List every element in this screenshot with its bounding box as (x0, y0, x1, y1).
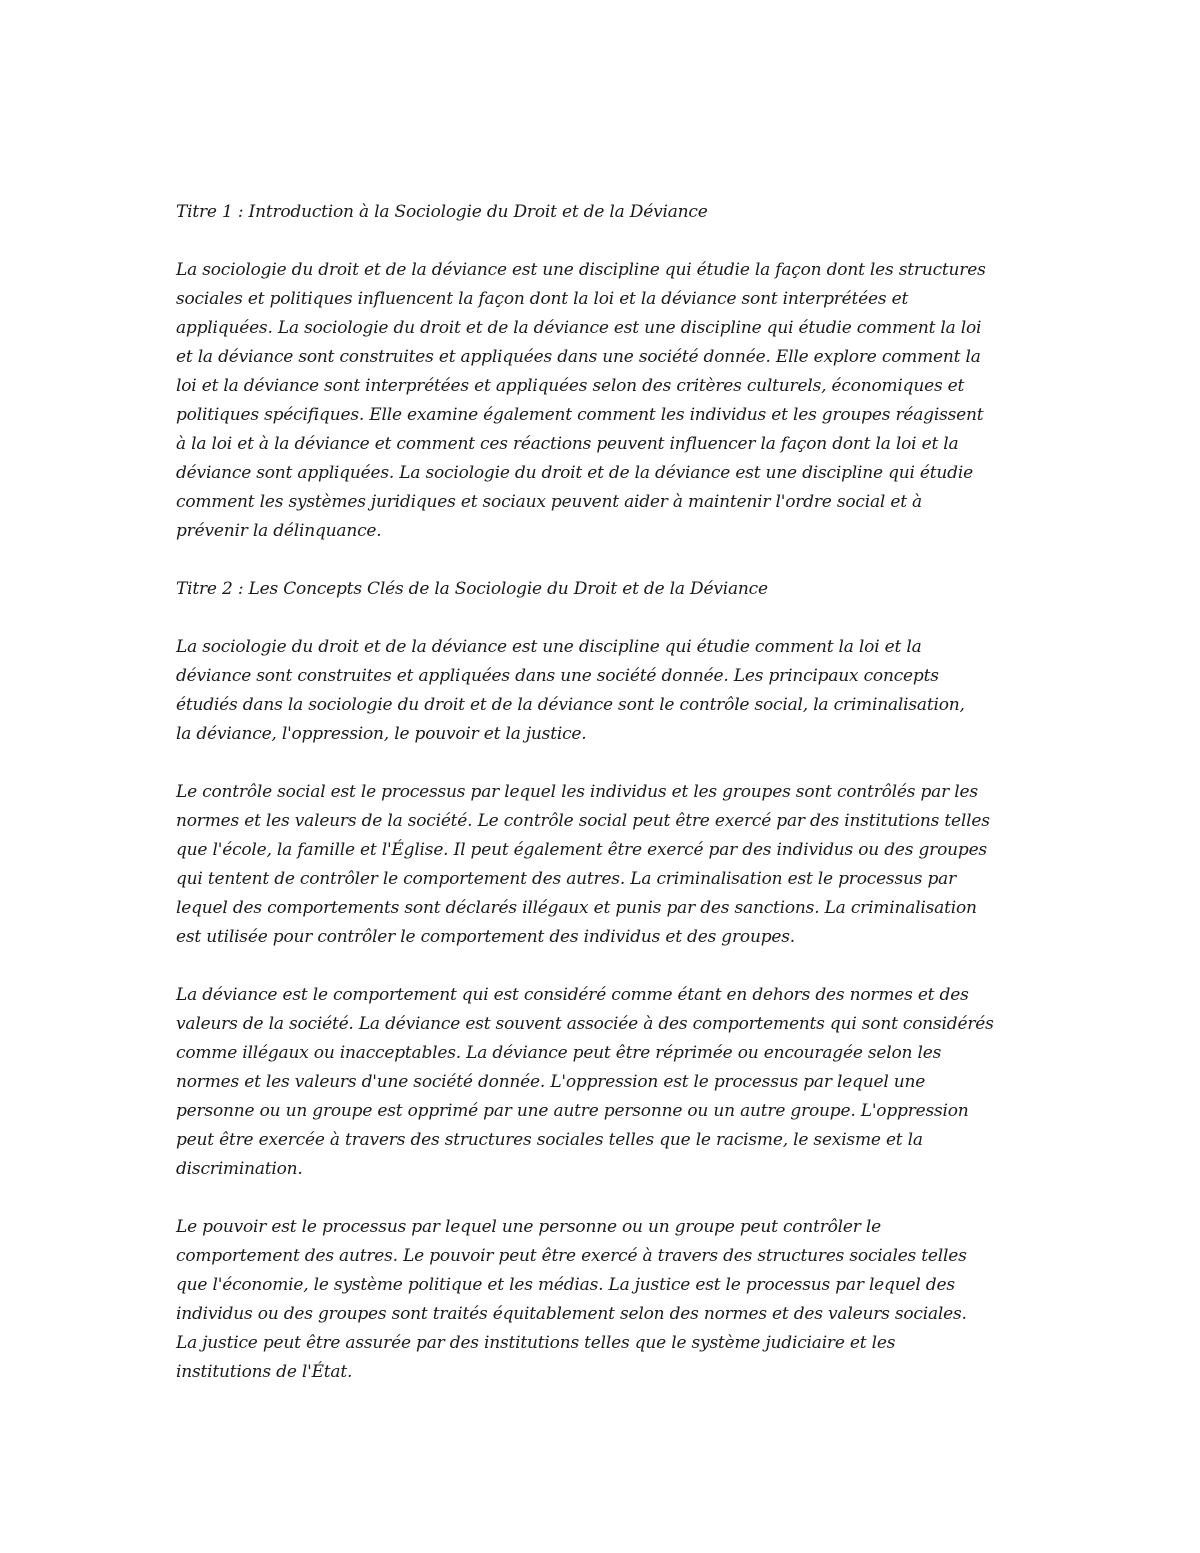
paragraph (176, 981, 1036, 1184)
paragraph-line: La justice peut être assurée par des institutions telles que le système judiciaire et les (176, 1333, 896, 1353)
paragraph-line: appliquées. La sociologie du droit et de la déviance est une discipline qui étudie comment la loi (176, 318, 982, 338)
paragraph (176, 256, 1036, 546)
spacer (176, 546, 1036, 575)
spacer (176, 227, 1036, 256)
section-title-2: Titre 2 : Les Concepts Clés de la Sociologie du Droit et de la Déviance (176, 579, 768, 599)
paragraph-line: La déviance est le comportement qui est considéré comme étant en dehors des normes et des (176, 985, 969, 1005)
paragraph (176, 1213, 1036, 1387)
section-title-1: Titre 1 : Introduction à la Sociologie du Droit et de la Déviance (176, 202, 708, 222)
paragraph-line: et la déviance sont construites et appliquées dans une société donnée. Elle explore comment la (176, 347, 981, 367)
paragraph-line: comment les systèmes juridiques et sociaux peuvent aider à maintenir l'ordre social et à (176, 492, 922, 512)
paragraph-line: peut être exercée à travers des structures sociales telles que le racisme, le sexisme et la (176, 1130, 923, 1150)
paragraph-line: la déviance, l'oppression, le pouvoir et la justice. (176, 724, 587, 744)
paragraph (176, 633, 1036, 749)
paragraph-line: normes et les valeurs d'une société donnée. L'oppression est le processus par lequel une (176, 1072, 926, 1092)
paragraph (176, 778, 1036, 952)
paragraph-line: étudiés dans la sociologie du droit et de la déviance sont le contrôle social, la criminalisation, (176, 695, 965, 715)
paragraph-line: lequel des comportements sont déclarés illégaux et punis par des sanctions. La criminalisation (176, 898, 977, 918)
paragraph-line: Le pouvoir est le processus par lequel une personne ou un groupe peut contrôler le (176, 1217, 882, 1237)
paragraph-line: loi et la déviance sont interprétées et appliquées selon des critères culturels, économiques et (176, 376, 965, 396)
paragraph-line: déviance sont construites et appliquées dans une société donnée. Les principaux concepts (176, 666, 939, 686)
paragraph-line: à la loi et à la déviance et comment ces réactions peuvent influencer la façon dont la loi et la (176, 434, 959, 454)
paragraph-line: est utilisée pour contrôler le comportement des individus et des groupes. (176, 927, 795, 947)
paragraph-line: qui tentent de contrôler le comportement des autres. La criminalisation est le processus par (176, 869, 957, 889)
paragraph-line: politiques spécifiques. Elle examine également comment les individus et les groupes réagissent (176, 405, 984, 425)
paragraph-line: valeurs de la société. La déviance est souvent associée à des comportements qui sont considérés (176, 1014, 994, 1034)
spacer (176, 952, 1036, 981)
paragraph-line: La sociologie du droit et de la déviance est une discipline qui étudie la façon dont les structures (176, 260, 986, 280)
paragraph-line: normes et les valeurs de la société. Le contrôle social peut être exercé par des institutions telles (176, 811, 990, 831)
spacer (176, 604, 1036, 633)
paragraph-line: individus ou des groupes sont traités équitablement selon des normes et des valeurs sociales. (176, 1304, 967, 1324)
paragraph-line: déviance sont appliquées. La sociologie du droit et de la déviance est une discipline qui étudie (176, 463, 973, 483)
paragraph-line: Le contrôle social est le processus par lequel les individus et les groupes sont contrôlés par les (176, 782, 978, 802)
paragraph-line: comportement des autres. Le pouvoir peut être exercé à travers des structures sociales telles (176, 1246, 967, 1266)
paragraph-line: personne ou un groupe est opprimé par une autre personne ou un autre groupe. L'oppression (176, 1101, 969, 1121)
spacer (176, 749, 1036, 778)
spacer (176, 1184, 1036, 1213)
paragraph-line: prévenir la délinquance. (176, 521, 382, 541)
paragraph-line: institutions de l'État. (176, 1362, 353, 1382)
paragraph-line: sociales et politiques influencent la façon dont la loi et la déviance sont interprétées et (176, 289, 909, 309)
paragraph-line: que l'école, la famille et l'Église. Il peut également être exercé par des individus ou des groupes (176, 840, 987, 860)
paragraph-line: La sociologie du droit et de la déviance est une discipline qui étudie comment la loi et la (176, 637, 922, 657)
paragraph-line: discrimination. (176, 1159, 303, 1179)
paragraph-line: comme illégaux ou inacceptables. La déviance peut être réprimée ou encouragée selon les (176, 1043, 942, 1063)
paragraph-line: que l'économie, le système politique et les médias. La justice est le processus par lequel des (176, 1275, 955, 1295)
document-body (176, 198, 1036, 1387)
